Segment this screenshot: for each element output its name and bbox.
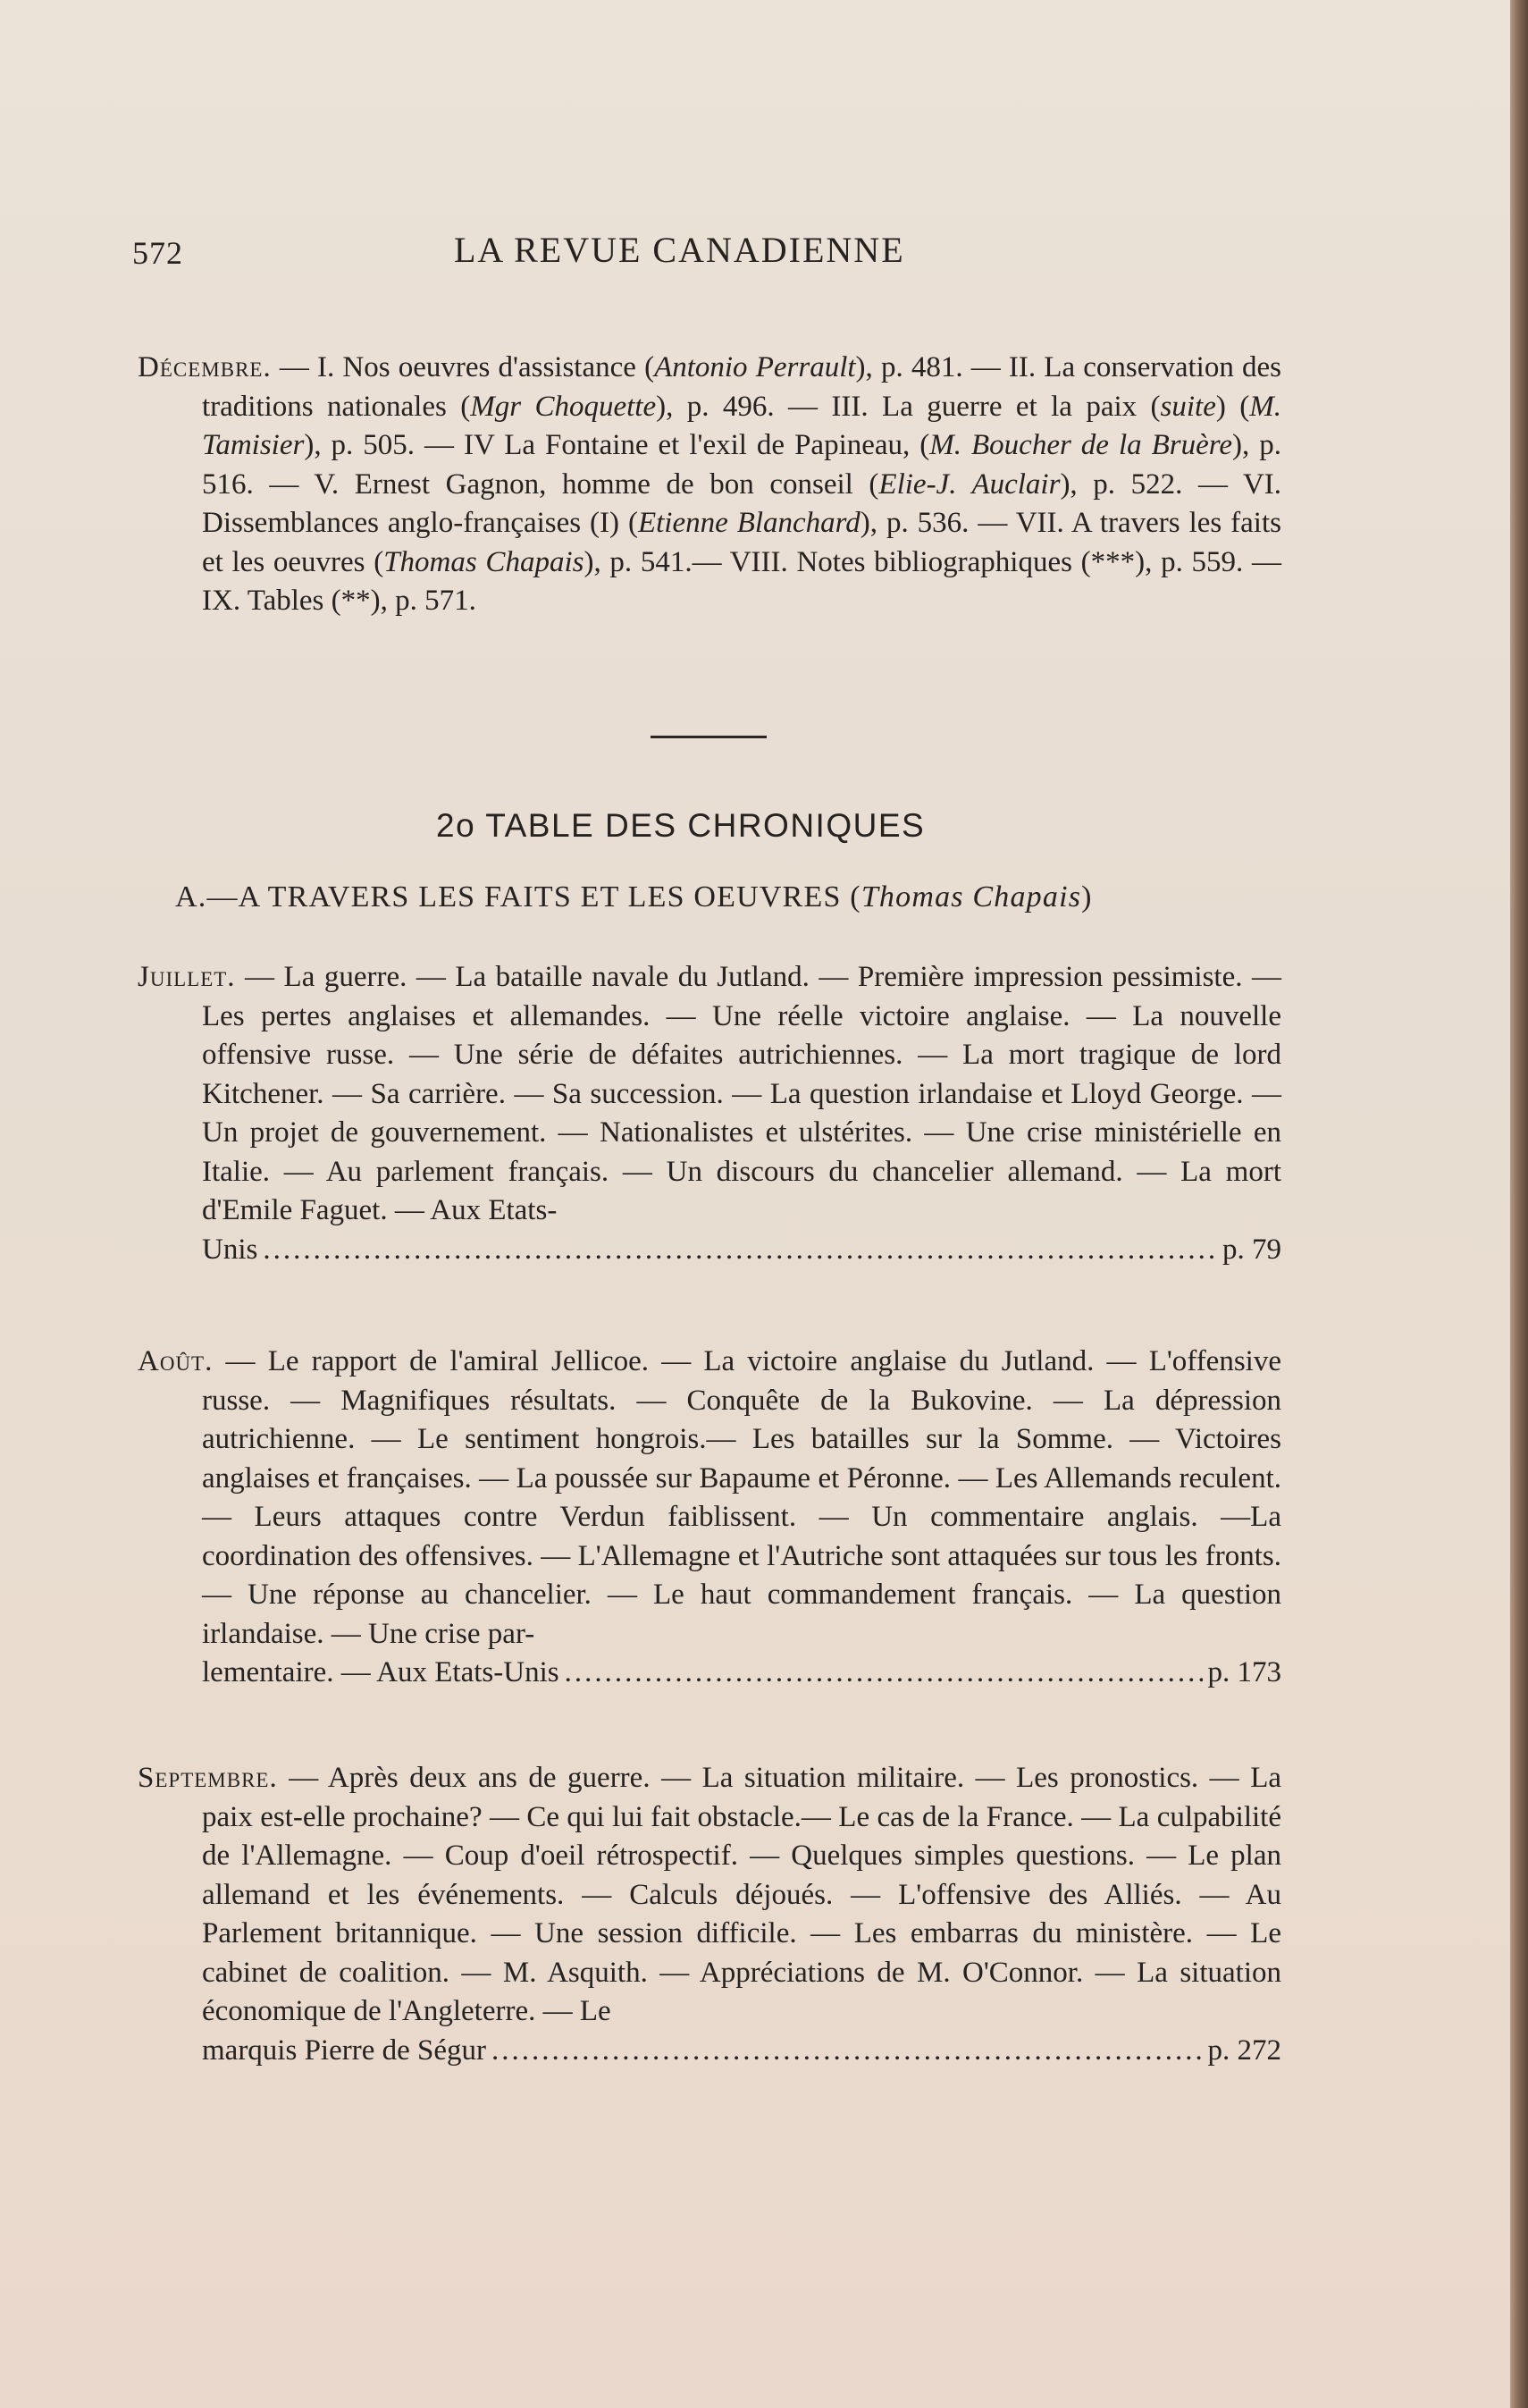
entry-text: — La guerre. — La bataille navale du Jutland. — Première impression pessimiste. — Les pertes anglaises et allemandes. — Une réelle victoire anglaise. — La nouvelle offensive russe. — Une série de défaites autrichiennes. — La mort tragique de lord Kitchener. — Sa carrière. — Sa succession. — La question irlandaise et Lloyd George. — Un projet de gouvernement. — Nationalistes et ulstérites. — Une crise ministérielle en Italie. — Au parlement français. — Un discours du chancelier allemand. — La mort d'Emile Faguet. — Aux Etats- — [202, 961, 1281, 1226]
entry-septembre — [138, 1759, 1281, 2070]
month-label: Août. — [138, 1345, 214, 1377]
entry-aout — [138, 1343, 1281, 1693]
journal-title: LA REVUE CANADIENNE — [454, 230, 905, 270]
section-title: 2o TABLE DES CHRONIQUES — [436, 807, 926, 844]
section-divider — [651, 736, 767, 738]
page-ref: p. 272 — [1207, 2033, 1281, 2067]
author-name: Antonio Perrault — [654, 351, 856, 383]
author-name: Thomas Chapais — [861, 880, 1082, 914]
page-number: 572 — [132, 235, 183, 271]
entry-juillet — [138, 958, 1281, 1269]
author-name: Elie-J. Auclair — [878, 467, 1061, 501]
leader-line: marquis Pierre de Ségur ..... p. 272 — [138, 2032, 1281, 2071]
leader-line: Unis ..... p. 79 — [138, 1231, 1281, 1270]
page-ref: p. 79 — [1222, 1233, 1281, 1266]
author-name: Thomas Chapais — [383, 545, 584, 578]
month-label: Septembre. — [138, 1762, 278, 1794]
month-label: Décembre. — [138, 351, 272, 383]
leader-line: lementaire. — Aux Etats-Unis ..... p. 173 — [138, 1654, 1281, 1693]
page-edge — [1510, 0, 1528, 2408]
author-name: Mgr Choquette — [470, 390, 657, 423]
author-name: M. Boucher de la Bruère — [929, 429, 1233, 461]
page-ref: p. 173 — [1207, 1656, 1281, 1688]
subsection-title: A.—A TRAVERS LES FAITS ET LES OEUVRES (Thomas Chapais) — [175, 880, 1093, 914]
month-label: Juillet. — [138, 961, 236, 993]
entry-decembre: Décembre. — I. Nos oeuvres d'assistance (Antonio Perrault), p. 481. — II. La conservation des traditions nationales (Mgr Choquette), p. 496. — III. La guerre et la paix (suite) (M. Tamisier), p. 505. — IV La Fontaine et l'exil de Papineau, (M. Boucher de la Bruère), p. 516. — V. Ernest Gagnon, homme de bon conseil (Elie-J. Auclair), p. 522. — VI. Dissemblances anglo-françaises (I) (Etienne Blanchard), p. 536. — VII. A travers les faits et les oeuvres (Thomas Chapais), p. 541.— VIII. Notes bibliographiques (***), p. 559. — IX. Tables (**), p. 571. — [138, 351, 1282, 617]
entry-text: — Après deux ans de guerre. — La situation militaire. — Les pronostics. — La paix est-elle prochaine? — Ce qui lui fait obstacle.— Le cas de la France. — La culpabilité de l'Allemagne. — Coup d'oeil rétrospectif. — Quelques simples questions. — Le plan allemand et les événements. — Calculs déjoués. — L'offensive des Alliés. — Au Parlement britannique. — Une session difficile. — Les embarras du ministère. — Le cabinet de coalition. — M. Asquith. — Appréciations de M. O'Connor. — La situation économique de l'Angleterre. — Le — [202, 1762, 1281, 2027]
entry-text: — Le rapport de l'amiral Jellicoe. — La victoire anglaise du Jutland. — L'offensive russe. — Magnifiques résultats. — Conquête de la Bukovine. — La dépression autrichienne. — Le sentiment hongrois.— Les batailles sur la Somme. — Victoires anglaises et françaises. — La poussée sur Bapaume et Péronne. — Les Allemands reculent. — Leurs attaques contre Verdun faiblissent. — Un commentaire anglais. —La coordination des offensives. — L'Allemagne et l'Autriche sont attaquées sur tous les fronts. — Une réponse au chancelier. — Le haut commandement français. — La question irlandaise. — Une crise par- — [202, 1345, 1281, 1650]
author-name: Etienne Blanchard — [637, 507, 861, 539]
running-header — [132, 229, 1285, 282]
author-name: M. Tamisier — [202, 390, 1281, 461]
